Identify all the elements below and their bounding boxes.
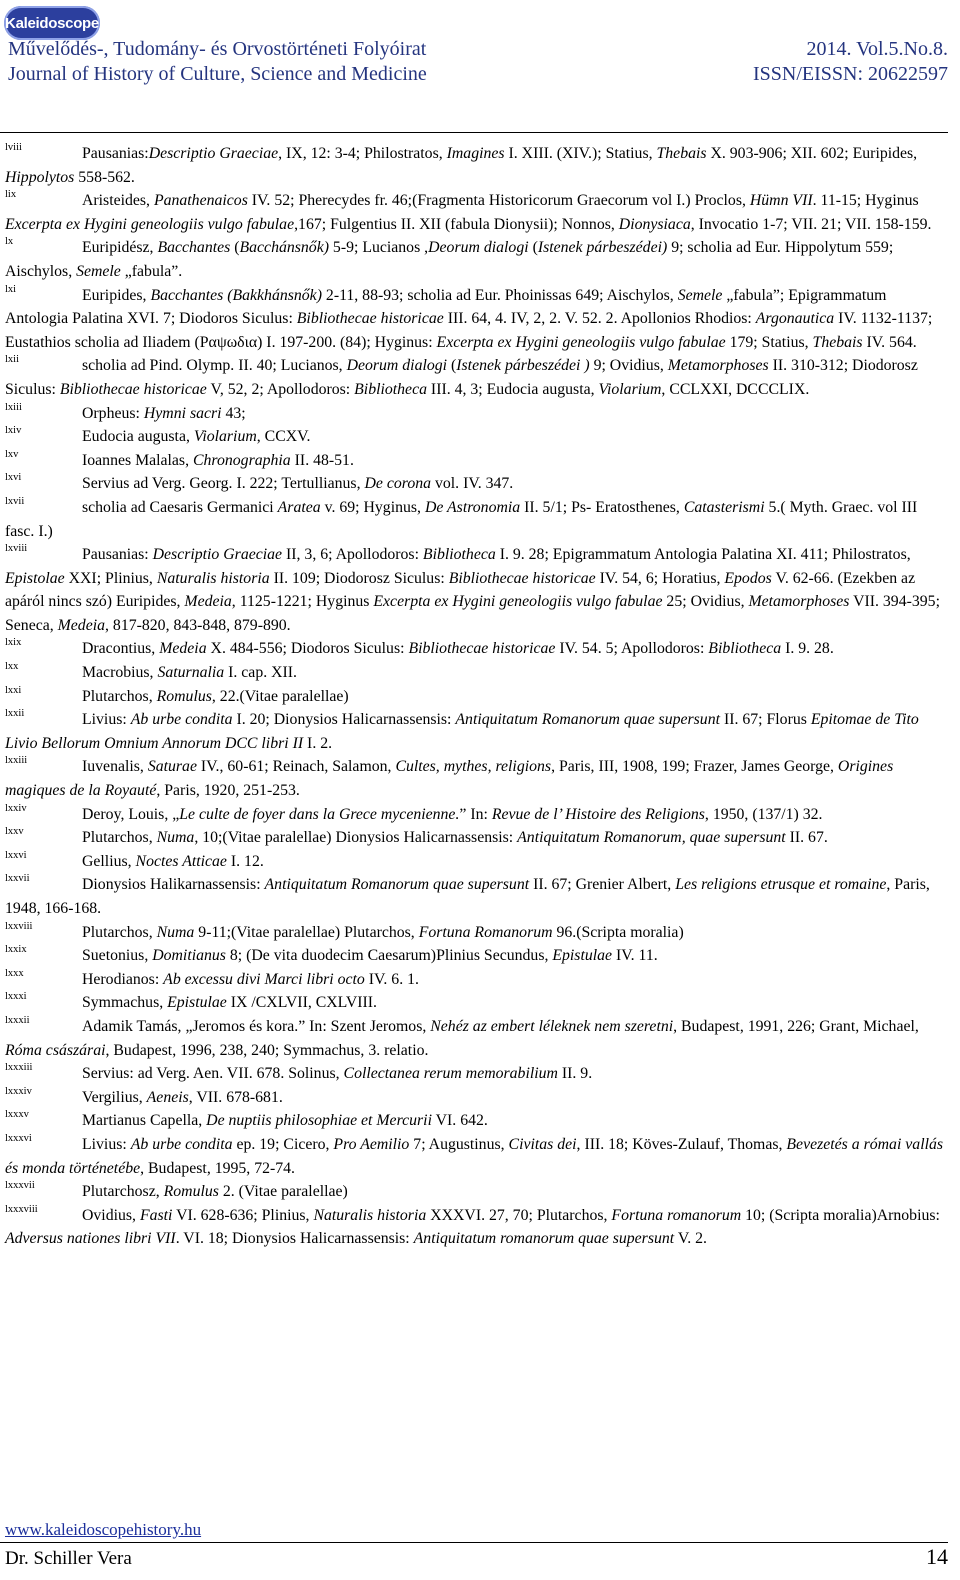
endnote-number: lxvii [5, 495, 25, 507]
endnote-number: lxiv [5, 425, 22, 437]
endnote [5, 354, 945, 401]
endnote [5, 1109, 945, 1133]
endnote-text: V, 52, 2; Apollodoros: [206, 380, 355, 398]
endnote-text: IX /CXLVII, CXLVIII. [226, 994, 378, 1012]
endnote-title-text: Bibliothecae historicae [408, 640, 556, 658]
endnote-number: lxiii [5, 401, 22, 413]
endnote-text: II. 67; Florus [720, 711, 811, 729]
endnote-number: lxxiii [5, 755, 28, 767]
endnote-title-text: Numa [156, 923, 195, 941]
endnote-number: lxxi [5, 684, 22, 696]
endnote-text: I. XIII. (XIV.); Statius, [504, 145, 657, 162]
endnote [5, 968, 945, 992]
endnote-text: Euripidész, [82, 239, 158, 257]
endnote [5, 850, 945, 874]
endnote-title-text: Epodos [724, 569, 772, 587]
endnote-text: , Budapest, 1996, 238, 240; Symmachus, 3. relatio. [105, 1041, 429, 1059]
endnote-title-text: Bibliothecae historicae [59, 380, 207, 398]
endnote-title-text: Cultes, mythes, religions [395, 758, 552, 776]
endnote-title-text: Dionysiaca [618, 215, 691, 233]
endnote-number: lxxiv [5, 802, 27, 814]
endnote-text: V. 62-66. (Ezekben az apáról nincs szó) Euripides, [5, 569, 916, 611]
endnote-text: Herodianos: [82, 970, 164, 988]
endnote-title-text: Semele [677, 286, 723, 304]
endnote-text: 2-11, 88-93; scholia ad Eur. Phoinissas 649; Aischylos, [321, 286, 678, 304]
endnote-title-text: De nuptiis philosophiae et Mercurii [206, 1112, 432, 1130]
endnote-text: I. 12. [226, 852, 264, 870]
endnote-text: IV. 52; Pherecydes fr. 46;(Fragmenta Historicorum Graecorum vol I.) Proclos, [247, 192, 750, 210]
endnote-text: Dracontius, [82, 640, 160, 658]
endnote-number: lxviii [5, 543, 28, 555]
endnote [5, 189, 945, 236]
endnote-text: 5-9; Lucianos , [328, 239, 429, 257]
endnote-number: lxv [5, 448, 19, 460]
endnote-text: Plutarchosz, [82, 1183, 164, 1201]
endnote [5, 1180, 945, 1204]
endnote-text: Suetonius, [82, 947, 153, 965]
endnote-text: VI. 628-636; Plinius, [172, 1206, 314, 1224]
endnote-number: lxxii [5, 708, 25, 720]
endnote-text: 25; Ovidius, [662, 593, 749, 611]
endnote-title-text: Excerpta ex Hygini geneologiis vulgo fabulae [373, 593, 663, 611]
endnote-title-text: Noctes Atticae [135, 852, 227, 870]
endnote-text: II. 5/1; Ps- Eratosthenes, [520, 498, 684, 516]
endnote-text: „fabula”. [120, 262, 183, 280]
endnote-text: Livius: [82, 711, 131, 729]
endnote-title-text: Epistolae [5, 569, 65, 587]
endnote-text: Adamik Tamás, „Jeromos és kora.” In: Szent Jeromos, [82, 1017, 431, 1035]
endnote [5, 708, 945, 755]
endnote-title-text: Numa [156, 829, 195, 847]
endnote-text: Eudocia augusta, [82, 428, 194, 446]
endnote-text: Gellius, [82, 852, 136, 870]
endnote-text: II, 3, 6; Apollodoros: [282, 546, 423, 564]
endnote-title-text: Descriptio Graeciae [148, 145, 279, 162]
endnote-title-text: Excerpta ex Hygini geneologiis vulgo fabulae [436, 333, 726, 351]
endnote-title-text: Imagines [446, 145, 505, 162]
endnote-number: lxxxvi [5, 1132, 32, 1144]
endnote [5, 142, 945, 189]
endnote-title-text: Bacchantes (Bakkhánsnők) [150, 286, 322, 304]
endnote-text: ( [230, 239, 240, 257]
endnote-title-text: Epistulae [552, 947, 613, 965]
journal-volume: 2014. Vol.5.No.8. [806, 38, 948, 60]
endnote-text: scholia ad Caesaris Germanici [82, 498, 278, 516]
endnote-text: Deroy, Louis, „ [82, 805, 180, 823]
endnote-text: Servius ad Verg. Georg. I. 222; Tertullianus, [82, 475, 365, 493]
endnote-title-text: Bacchantes [157, 239, 231, 257]
endnote-title-text: Chronographia [192, 451, 291, 469]
endnote-title-text: Pro Aemilio [333, 1135, 410, 1153]
endnote-text: Vergilius, [82, 1088, 147, 1106]
endnote-text: Ioannes Malalas, [82, 451, 193, 469]
header-divider [0, 132, 948, 133]
endnote-title-text: Semele [76, 262, 121, 280]
endnote [5, 543, 945, 637]
endnote-title-text: Róma császárai [5, 1041, 106, 1059]
endnote [5, 1204, 945, 1251]
endnote-text: I. 9. 28; Epigrammatum Antologia Palatina XI. 411; Philostratos, [495, 546, 911, 564]
endnote [5, 1133, 945, 1180]
endnote-text: 8; (De vita duodecim Caesarum)Plinius Secundus, [225, 947, 553, 965]
endnote-title-text: Excerpta ex Hygini geneologiis vulgo fabulae [5, 215, 295, 233]
endnote-text: Ovidius, [82, 1206, 140, 1224]
endnote-title-text: Romulus [156, 687, 212, 705]
endnote-text: IV. 6. 1. [364, 970, 419, 988]
endnote-title-text: Argonautica [755, 310, 835, 328]
endnote-title-text: Aratea [277, 498, 321, 516]
endnote-number: lxxv [5, 826, 24, 838]
endnote-text: 9; Ovidius, [589, 357, 668, 375]
endnote-text: Servius: ad Verg. Aen. VII. 678. Solinus, [82, 1065, 344, 1083]
endnote-title-text: Panathenaicos [153, 192, 248, 210]
endnote-text: XXI; Plinius, [64, 569, 157, 587]
endnote-text: 558-562. [74, 168, 135, 186]
author-name: Dr. Schiller Vera [5, 1548, 132, 1569]
page-number: 14 [926, 1544, 948, 1569]
endnote-text: X. 903-906; XII. 602; Euripides, [706, 145, 918, 162]
endnote [5, 685, 945, 709]
endnote-title-text: Le culte de foyer dans la Grece mycenienne. [179, 805, 460, 823]
endnote-text: , IX, 12: 3-4; Philostratos, [278, 145, 447, 162]
endnote-number: lxxxv [5, 1109, 29, 1121]
endnote-title-text: Bibliothecae historicae [448, 569, 596, 587]
endnote [5, 803, 945, 827]
endnote-text: Pausanias: [82, 145, 149, 162]
endnote [5, 472, 945, 496]
endnote-title-text: Origines magiques de la Royauté [5, 758, 894, 800]
endnote-title-text: Hümn VII [749, 192, 813, 210]
endnote-title-text: Antiquitatum Romanorum, quae supersunt [517, 829, 786, 847]
endnote-text: 2. (Vitae paralellae) [218, 1183, 348, 1201]
endnote-text: XXXVI. 27, 70; Plutarchos, [426, 1206, 612, 1224]
endnote-text: ( [528, 239, 538, 257]
endnote-text: ” In: [459, 805, 492, 823]
endnote-text: VII. 394-395; Seneca, [5, 593, 940, 634]
endnote-number: lxvi [5, 472, 22, 484]
endnote [5, 402, 945, 426]
endnote-text: IV. 1132-1137; Eustathios scholia ad Iliadem (Ραψωδια) I. 197-200. (84); Hyginus: [5, 310, 933, 351]
endnote-title-text: Antiquitatum romanorum quae supersunt [413, 1230, 675, 1248]
endnote-title-text: Medeia [57, 616, 106, 634]
endnote-number: lxxix [5, 944, 27, 956]
endnote-title-text: Metamorphoses [667, 357, 769, 375]
endnote-text: X. 484-556; Diodoros Siculus: [206, 640, 409, 658]
endnote-title-text: Antiquitatum Romanorum quae supersunt [455, 711, 720, 729]
endnote-text: . 11-15; Hyginus [812, 192, 919, 210]
endnote-number: lxxvii [5, 873, 30, 885]
endnote-text: Plutarchos, [82, 829, 157, 847]
endnote [5, 921, 945, 945]
endnote-title-text: Istenek párbeszédei) [537, 239, 668, 257]
endnote [5, 944, 945, 968]
endnote [5, 826, 945, 850]
endnote [5, 449, 945, 473]
endnote-text: II. 310-312; Diodorosz Siculus: [5, 357, 918, 398]
endnote-text: ep. 19; Cicero, [232, 1135, 334, 1153]
endnote-number: lxxviii [5, 920, 33, 932]
endnote-text: 9; scholia ad Eur. Hippolytum 559; Aischylos, [5, 239, 894, 280]
endnote-title-text: De corona [364, 475, 432, 493]
endnote-title-text: Ab excessu divi Marci libri octo [163, 970, 365, 988]
endnote-text: I. 20; Dionysios Halicarnassensis: [232, 711, 456, 729]
endnote [5, 873, 945, 920]
endnote-number: lxxxviii [5, 1203, 38, 1215]
endnote-text: Dionysios Halikarnassensis: [82, 876, 265, 894]
endnote-title-text: Bibliotheca [422, 546, 496, 564]
endnote-text: , CCXV. [256, 428, 311, 446]
endnote-text: Pausanias: [82, 546, 153, 564]
endnote-title-text: Les religions etrusque et romaine [675, 876, 887, 894]
endnote-title-text: Civitas dei [508, 1135, 577, 1153]
endnote-title-text: Bacchánsnők) [239, 239, 329, 257]
endnote-text: , 1950, (137/1) 32. [704, 805, 823, 823]
endnote-number: lxxxii [5, 1014, 30, 1026]
endnote-text: III. 4, 3; Eudocia augusta, [426, 380, 599, 398]
endnote-text: IV. 54. 5; Apollodoros: [555, 640, 709, 658]
endnote-title-text: Saturnalia [157, 664, 225, 682]
endnote-title-text: Violarium [598, 380, 662, 398]
endnote-title-text: Aeneis [146, 1088, 189, 1106]
endnote-text: , Paris, III, 1908, 199; Frazer, James George, [551, 758, 838, 776]
endnote-title-text: Catasterismi [683, 498, 765, 516]
endnote-text: VI. 642. [431, 1112, 488, 1130]
endnote-number: lxxxi [5, 991, 27, 1003]
endnote-title-text: Deorum dialogi [428, 239, 529, 257]
endnote-text: , 817-820, 843-848, 879-890. [105, 616, 291, 634]
endnote-title-text: Naturalis historia [156, 569, 270, 587]
endnote-title-text: Saturae [147, 758, 197, 776]
endnote-title-text: Antiquitatum Romanorum quae supersunt [264, 876, 530, 894]
endnote-title-text: Ab urbe condita [130, 1135, 233, 1153]
endnote-text: II. 67. [785, 829, 828, 847]
endnotes-list [5, 142, 945, 1251]
endnote-text: , Budapest, 1991, 226; Grant, Michael, [673, 1017, 919, 1035]
endnote-text: I. 2. [303, 734, 333, 752]
endnote-text: v. 69; Hyginus, [320, 498, 425, 516]
endnote-title-text: Epitomae de Tito Livio Bellorum Omnium Annorum DCC libri II [5, 711, 919, 752]
endnote-title-text: Fortuna romanorum [611, 1206, 742, 1224]
endnote-text: 179; Statius, [725, 333, 813, 351]
endnote-text: 43; [221, 404, 246, 422]
endnote-text: II. 48-51. [290, 451, 354, 469]
endnote-text: , VII. 678-681. [188, 1088, 283, 1106]
endnote-text: II. 9. [557, 1065, 593, 1083]
endnote [5, 1086, 945, 1110]
endnote [5, 755, 945, 802]
endnote-text: , III. 18; Köves-Zulauf, Thomas, [576, 1135, 787, 1153]
footer-divider [0, 1542, 948, 1543]
journal-title-english: Journal of History of Culture, Science and Medicine [8, 63, 427, 85]
endnote-title-text: Bibliothecae historicae [296, 310, 444, 328]
endnote-text: . VI. 18; Dionysios Halicarnassensis: [175, 1230, 414, 1248]
endnote-text: , Paris, 1920, 251-253. [156, 782, 300, 800]
endnote-title-text: Naturalis historia [313, 1206, 427, 1224]
endnote-number: lxxvi [5, 849, 27, 861]
endnote-number: lx [5, 236, 14, 248]
endnote-title-text: Revue de l’ Histoire des Religions [491, 805, 705, 823]
endnote-text: , Invocatio 1-7; VII. 21; VII. 158-159. [690, 215, 932, 233]
endnote-text: , 10;(Vitae paralellae) Dionysios Halicarnassensis: [194, 829, 518, 847]
endnote-text: II. 67; Grenier Albert, [529, 876, 676, 894]
endnote-title-text: Domitianus [152, 947, 226, 965]
endnote-text: , Paris, 1948, 166-168. [5, 876, 930, 917]
endnote-title-text: Collectanea rerum memorabilium [343, 1065, 558, 1083]
endnote [5, 637, 945, 661]
endnote-title-text: Bevezetés a római vallás és monda történetébe [5, 1135, 944, 1177]
endnote-text: 5.( Myth. Graec. vol III fasc. I.) [5, 498, 918, 540]
endnote-text: IV. 54, 6; Horatius, [595, 569, 725, 587]
endnote-title-text: Medeia [159, 640, 207, 658]
endnote-text: vol. IV. 347. [431, 475, 514, 493]
endnote-text: 10; (Scripta moralia)Arnobius: [741, 1206, 940, 1224]
page-footer [0, 1512, 960, 1580]
endnote [5, 1015, 945, 1062]
endnote-title-text: Deorum dialogi [346, 357, 448, 375]
endnote-text: II. 109; Diodorosz Siculus: [269, 569, 449, 587]
endnote [5, 496, 945, 543]
endnote-title-text: Thebais [656, 145, 707, 162]
endnote-title-text: Ab urbe condita [130, 711, 233, 729]
endnote [5, 991, 945, 1015]
endnote-number: lxx [5, 661, 19, 673]
endnote-text: I. 9. 28. [781, 640, 834, 658]
website-link[interactable]: www.kaleidoscopehistory.hu [5, 1520, 202, 1539]
endnote-number: lxxxiv [5, 1085, 32, 1097]
endnote-number: lxxx [5, 967, 24, 979]
endnote-title-text: Bibliotheca [354, 380, 427, 398]
endnote-text: Plutarchos, [82, 923, 157, 941]
endnote-text: ( [447, 357, 457, 375]
endnote-title-text: Fortuna Romanorum [418, 923, 553, 941]
endnote-title-text: Fasti [139, 1206, 173, 1224]
endnote-text: Martianus Capella, [82, 1112, 207, 1130]
journal-issn: ISSN/EISSN: 20622597 [752, 63, 948, 85]
endnote [5, 236, 945, 283]
endnote-text: Plutarchos, [82, 687, 157, 705]
endnote-text: IV., 60-61; Reinach, Salamon, [196, 758, 396, 776]
endnote-text: Iuvenalis, [82, 758, 148, 776]
logo-text: Kaleidoscope [5, 14, 99, 32]
endnote-title-text: Bibliotheca [708, 640, 782, 658]
endnote-title-text: Nehéz az embert léleknek nem szeretni [430, 1017, 674, 1035]
endnote-number: lxii [5, 354, 20, 366]
endnote-text: , 1125-1221; Hyginus [231, 593, 374, 611]
endnote-title-text: Medeia [184, 593, 232, 611]
endnote-text: , CCLXXI, DCCCLIX. [661, 380, 810, 398]
endnote-number: lxix [5, 637, 22, 649]
endnote-number: lix [5, 189, 17, 201]
endnote-number: lxxxiii [5, 1062, 33, 1074]
endnote-title-text: De Astronomia [424, 498, 521, 516]
endnote-text: Symmachus, [82, 994, 168, 1012]
endnote-title-text: Istenek párbeszédei ) [456, 357, 590, 375]
endnote-text: , Budapest, 1995, 72-74. [140, 1159, 296, 1177]
endnote-title-text: Hippolytos [5, 168, 75, 186]
endnote-text: „fabula”; Epigrammatum Antologia Palatina XVI. 7; Diodoros Siculus: [5, 286, 887, 328]
journal-title-hungarian: Művelődés-, Tudomány- és Orvostörténeti Folyóirat [8, 38, 427, 60]
endnote-text: , 22.(Vitae paralellae) [211, 687, 349, 705]
endnote-text: Macrobius, [82, 664, 158, 682]
endnote-text: IV. 11. [612, 947, 658, 965]
endnote-text: 9-11;(Vitae paralellae) Plutarchos, [194, 923, 419, 941]
endnote-title-text: Thebais [812, 333, 863, 351]
endnote-text: Euripides, [82, 286, 151, 304]
page-header [0, 0, 960, 120]
endnote [5, 1062, 945, 1086]
endnote [5, 425, 945, 449]
endnote-text: 96.(Scripta moralia) [552, 923, 684, 941]
endnote-number: lxi [5, 283, 17, 295]
endnote-title-text: Epistulae [167, 994, 227, 1012]
endnote-title-text: Romulus [163, 1183, 219, 1201]
endnote-text: V. 2. [674, 1230, 707, 1248]
endnote [5, 284, 945, 355]
endnote-number: lviii [5, 142, 22, 153]
endnote-text: ,167; Fulgentius II. XII (fabula Dionysii); Nonnos, [294, 215, 619, 233]
endnote-text: Orpheus: [82, 404, 144, 422]
endnote-text: scholia ad Pind. Olymp. II. 40; Lucianos, [82, 357, 347, 375]
endnote-title-text: Adversus nationes libri VII [5, 1230, 176, 1248]
endnote-text: III. 64, 4. IV, 2, 2. V. 52. 2. Apollonios Rhodios: [443, 310, 756, 328]
endnote-text: IV. 564. [862, 333, 917, 351]
endnote-text: I. cap. XII. [224, 664, 297, 682]
endnote [5, 661, 945, 685]
kaleidoscope-logo [4, 6, 100, 40]
endnote-title-text: Hymni sacri [143, 404, 222, 422]
endnote-text: Aristeides, [82, 192, 154, 210]
endnote-text: 7; Augustinus, [409, 1135, 509, 1153]
endnote-title-text: Descriptio Graeciae [152, 546, 283, 564]
endnote-text: Livius: [82, 1135, 131, 1153]
endnote-number: lxxxvii [5, 1180, 35, 1192]
endnote-title-text: Metamorphoses [748, 593, 850, 611]
endnote-title-text: Violarium [193, 428, 257, 446]
